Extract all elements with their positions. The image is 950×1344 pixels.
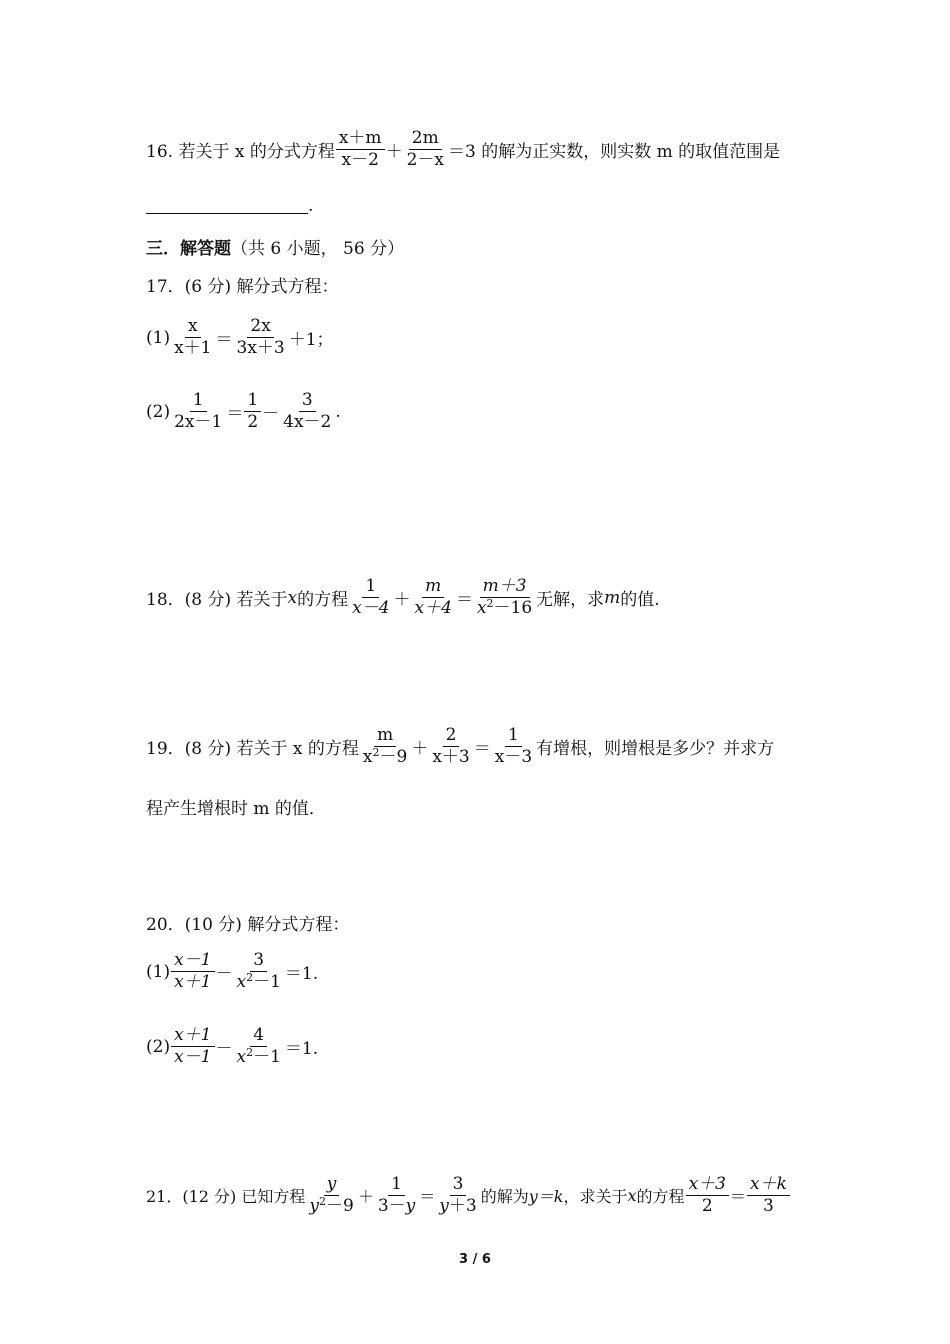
q18-fraction-1: $\frac{1}{x-4}$ xyxy=(352,576,390,618)
q20-p2-fraction-2: $\frac{4}{x^2-1}$ xyxy=(236,1025,281,1067)
q17-part-1: (1) $\frac{x}{x+1}$ ＝ $\frac{2x}{3x+3}$ ＋1； xyxy=(146,316,334,358)
q21-fraction-1: $\frac{y}{y^2-9}$ xyxy=(309,1174,354,1216)
q19-line-2: 程产生增根时 m 的值． xyxy=(146,799,326,819)
section-3-note: （共 6 小题， 56 分） xyxy=(231,239,405,259)
q21-fraction-5: $\frac{x+k}{3}$ xyxy=(747,1174,790,1217)
q19-fraction-3: $\frac{1}{x-3}$ xyxy=(494,725,533,767)
q20-part-2: (2) $\frac{x+1}{x-1}$ － $\frac{4}{x^2-1}$ ＝1. xyxy=(146,1025,319,1067)
question-17-stem: 17．(6 分) 解分式方程： xyxy=(146,277,339,297)
q21-fraction-2: $\frac{1}{3-y}$ xyxy=(377,1174,416,1216)
q17-part-2: (2) $\frac{1}{2x-1}$ ＝ $\frac{1}{2}$ － $\frac{3}{4x-2}$ . xyxy=(146,390,341,432)
q19-fraction-2: $\frac{2}{x+3}$ xyxy=(432,725,470,767)
q20-part-1: (1) $\frac{x-1}{x+1}$ － $\frac{3}{x^2-1}$ ＝1. xyxy=(146,950,319,992)
q20-p1-fraction-1: $\frac{x-1}{x+1}$ xyxy=(171,950,214,993)
q18-fraction-2: $\frac{m}{x+4}$ xyxy=(414,576,452,618)
q17-p1-fraction-1: $\frac{x}{x+1}$ xyxy=(174,316,212,358)
q17-p2-fraction-1: $\frac{1}{2x-1}$ xyxy=(174,390,223,432)
q17-p1-fraction-2: $\frac{2x}{3x+3}$ xyxy=(236,316,285,358)
q20-p1-fraction-2: $\frac{3}{x^2-1}$ xyxy=(236,950,281,992)
question-19: 19．(8 分) 若关于 x 的方程 $\frac{m}{x^2-9}$ ＋ $\frac{2}{x+3}$ ＝ $\frac{1}{x-3}$ 有增根，则增根是多少？并求方 xyxy=(146,725,775,767)
q16-answer-blank[interactable] xyxy=(146,199,308,214)
q20-p2-fraction-1: $\frac{x+1}{x-1}$ xyxy=(171,1025,214,1068)
question-21: 21．(12 分) 已知方程 $\frac{y}{y^2-9}$ ＋ $\frac{1}{3-y}$ ＝ $\frac{3}{y+3}$ 的解为 y＝k ，求关于 x 的方程 $\frac{x+3}{2}$ ＝ $\frac{x+k}{3}$ xyxy=(146,1174,791,1217)
page-number: 3 / 6 xyxy=(459,1252,491,1267)
q18-fraction-3: $\frac{m+3}{x^2-16}$ xyxy=(476,576,533,618)
q16-answer-line: . xyxy=(146,196,313,216)
section-3-heading xyxy=(146,234,404,259)
q16-prefix: 16. 若关于 x 的分式方程 xyxy=(146,142,335,162)
question-18: 18．(8 分) 若关于 x 的方程 $\frac{1}{x-4}$ ＋ $\frac{m}{x+4}$ ＝ $\frac{m+3}{x^2-16}$ 无解，求 m 的值. xyxy=(146,576,660,618)
question-16: 16. 若关于 x 的分式方程 $\frac{x+m}{x-2}$ ＋ $\frac{2m}{2-x}$ ＝3 的解为正实数，则实数 m 的取值范围是 xyxy=(146,128,781,170)
q16-suffix: ＝3 的解为正实数，则实数 m 的取值范围是 xyxy=(447,142,781,162)
section-3-title: 三．解答题 xyxy=(146,239,231,259)
q21-fraction-4: $\frac{x+3}{2}$ xyxy=(686,1174,729,1217)
q21-fraction-3: $\frac{3}{y+3}$ xyxy=(439,1174,477,1216)
q17-p2-fraction-2: $\frac{1}{2}$ xyxy=(244,390,261,433)
q16-fraction-2: $\frac{2m}{2-x}$ xyxy=(406,128,444,170)
question-20-stem: 20．(10 分) 解分式方程： xyxy=(146,915,350,935)
q17-p2-fraction-3: $\frac{3}{4x-2}$ xyxy=(283,390,332,432)
q16-fraction-1: $\frac{x+m}{x-2}$ xyxy=(336,128,385,171)
q19-fraction-1: $\frac{m}{x^2-9}$ xyxy=(362,725,408,767)
